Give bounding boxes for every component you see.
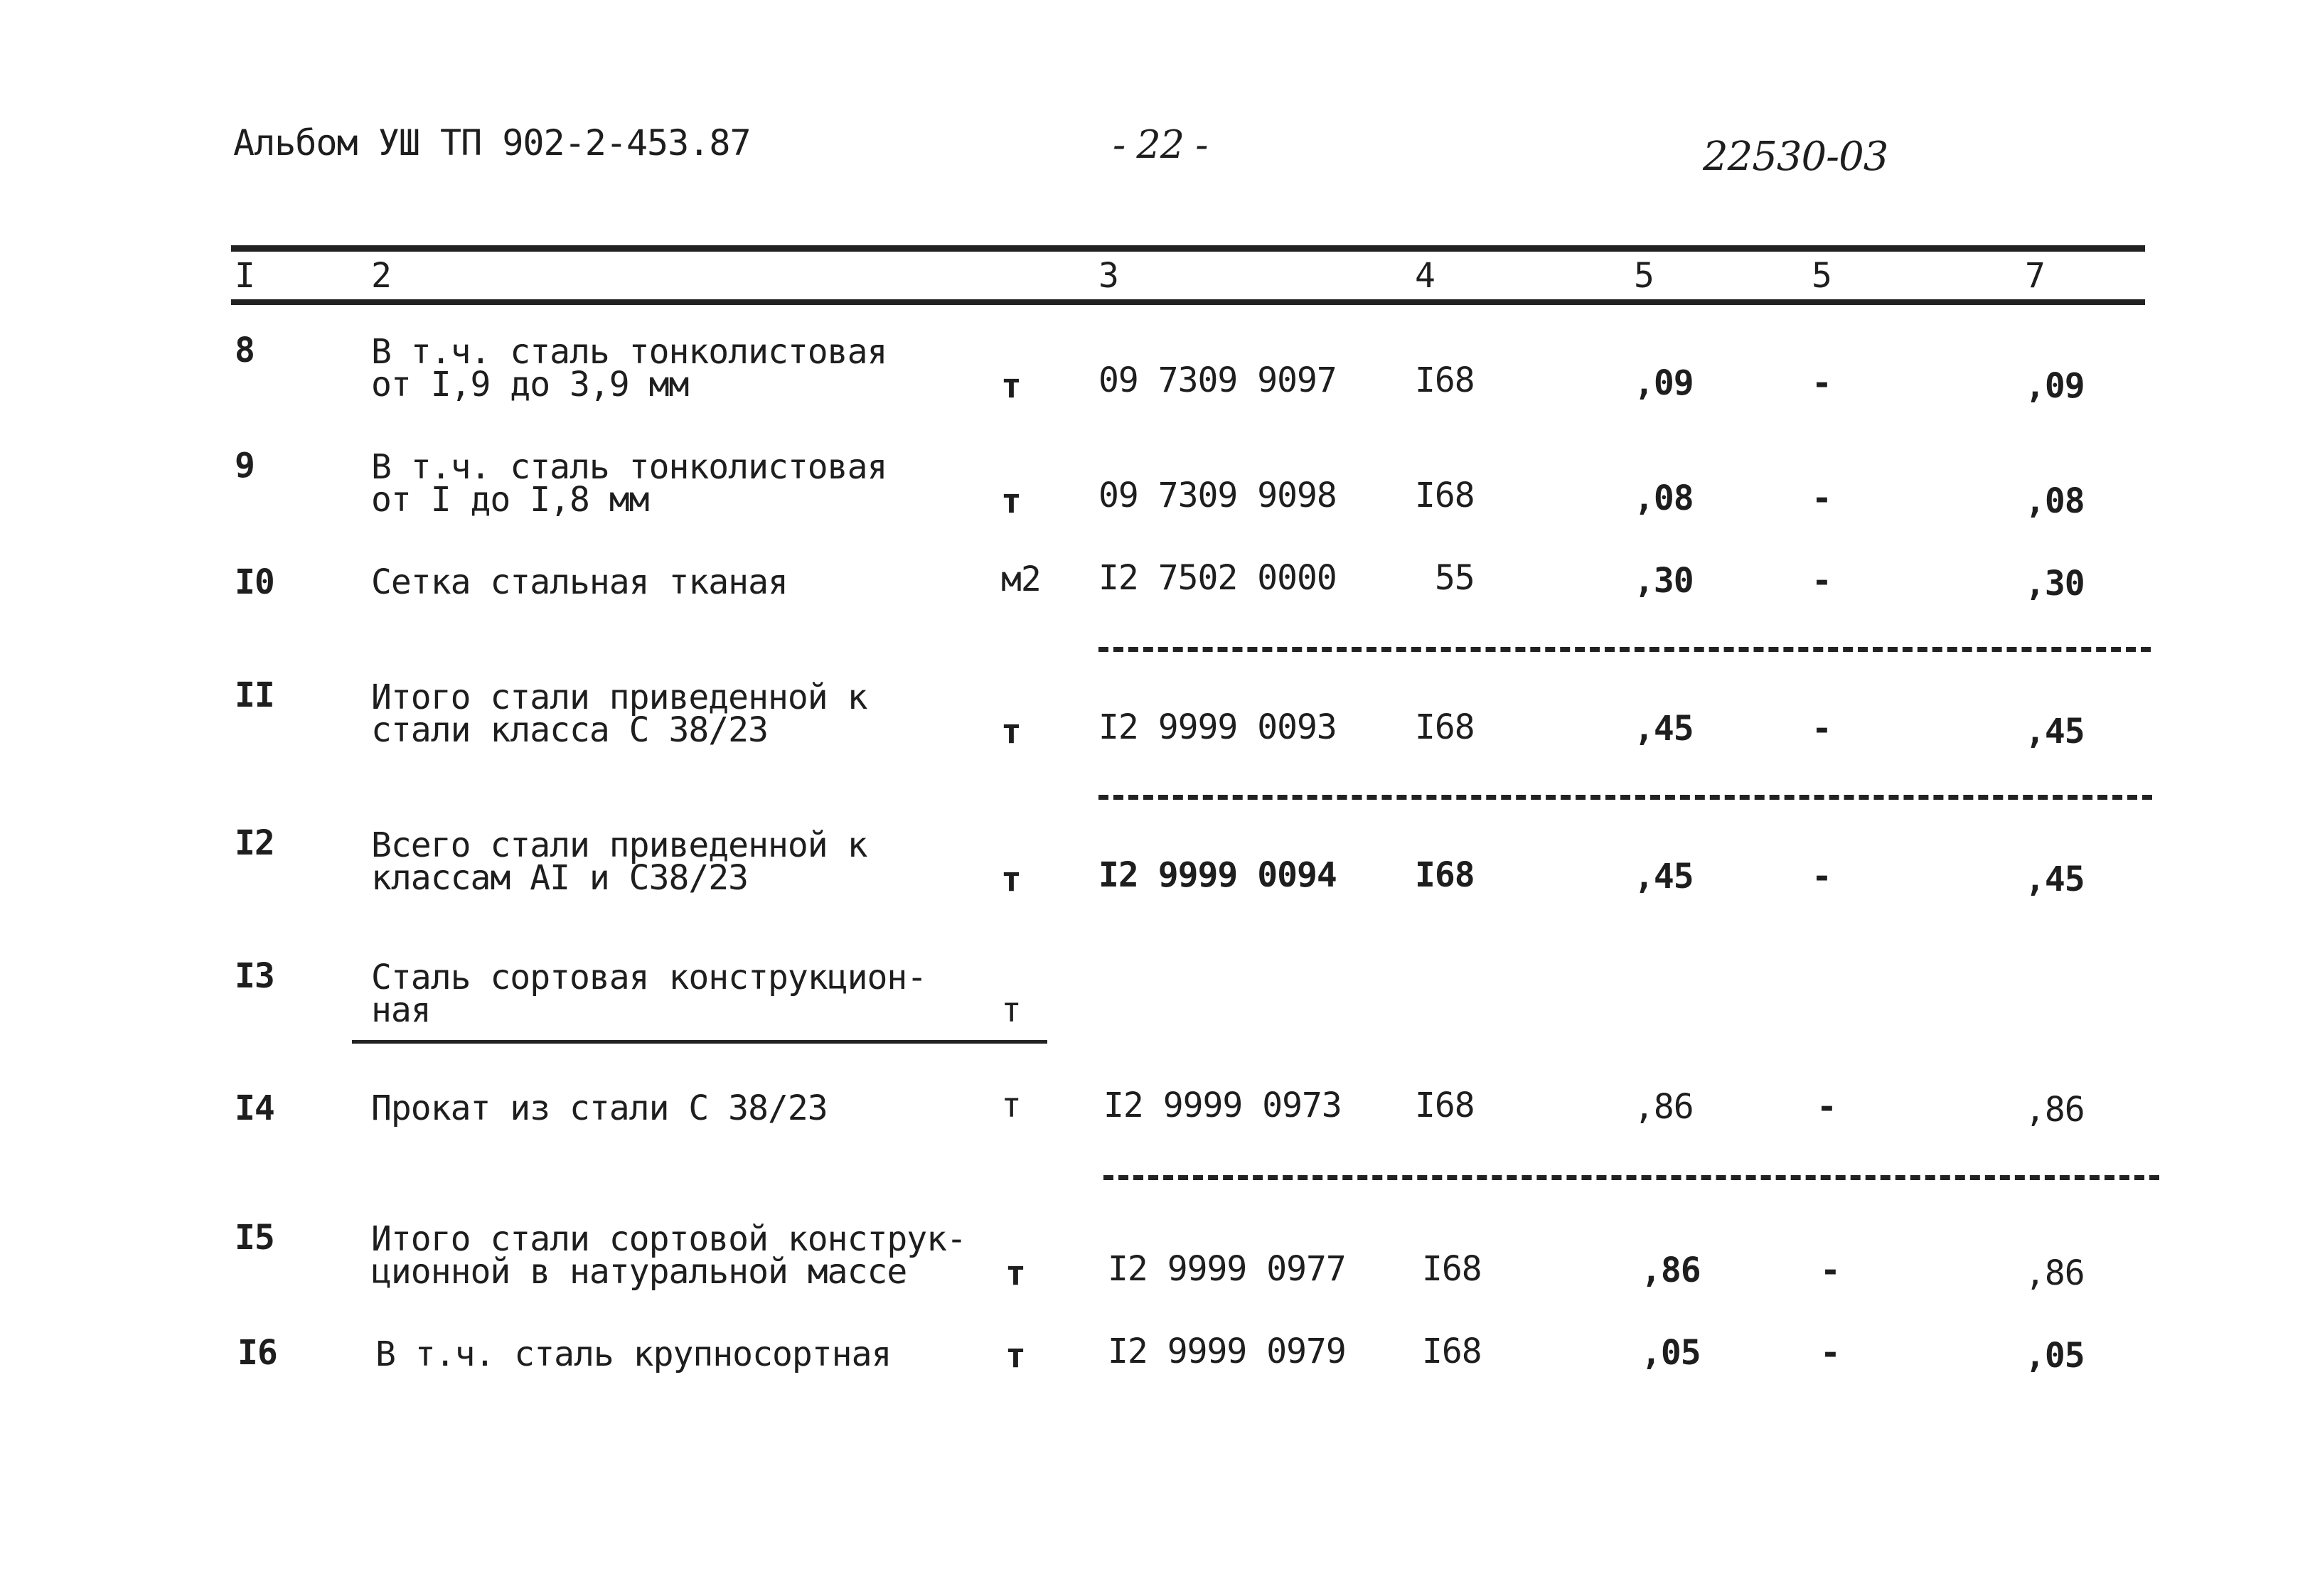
row-code: 09 7309 9098 — [1098, 476, 1337, 515]
page-number: - 22 - — [1113, 122, 1208, 167]
row-code: 09 7309 9097 — [1098, 360, 1337, 400]
row-col5: ,08 — [1634, 478, 1694, 518]
row-description-line: Сетка стальная тканая — [371, 562, 788, 602]
row-unit: т — [1001, 859, 1021, 899]
row-number: I3 — [235, 956, 274, 996]
subtotal-dashed-line — [1098, 647, 2151, 652]
row-col4: I68 — [1415, 1086, 1475, 1125]
row-unit: м2 — [1001, 559, 1041, 599]
column-number: 5 — [1812, 256, 1832, 296]
row-unit: т — [1005, 1253, 1025, 1293]
subtotal-dashed-line — [1098, 795, 2152, 800]
row-col4: I68 — [1415, 855, 1475, 895]
table-top-rule — [231, 245, 2145, 252]
row-col4: I68 — [1415, 360, 1475, 400]
section-underline — [352, 1040, 1047, 1044]
row-description-line: В т.ч. сталь тонколистовая — [371, 332, 887, 372]
row-col6: - — [1820, 1250, 1840, 1290]
row-col7: ,08 — [2025, 481, 2085, 521]
row-col7: ,45 — [2025, 712, 2085, 751]
row-number: I2 — [235, 823, 274, 863]
row-code: I2 9999 0093 — [1098, 707, 1337, 747]
row-description-line: Сталь сортовая конструкцион- — [371, 958, 927, 997]
row-col4: I68 — [1422, 1332, 1482, 1371]
row-unit: т — [1001, 990, 1021, 1030]
subtotal-dashed-line — [1103, 1175, 2159, 1180]
row-col6: - — [1812, 363, 1832, 403]
row-col6: - — [1812, 478, 1832, 518]
row-unit: т — [1001, 366, 1021, 406]
row-description-line: ционной в натуральной массе — [371, 1252, 907, 1292]
row-code: I2 9999 0977 — [1108, 1249, 1346, 1289]
row-unit: т — [1005, 1336, 1025, 1376]
column-number: 5 — [1634, 256, 1654, 296]
row-col4: I68 — [1422, 1249, 1482, 1289]
row-col4: I68 — [1415, 707, 1475, 747]
row-description-line: В т.ч. сталь тонколистовая — [371, 447, 887, 487]
row-number: 9 — [235, 446, 255, 486]
row-description-line: стали класса С 38/23 — [371, 710, 768, 750]
row-code: I2 9999 0979 — [1108, 1332, 1346, 1371]
row-number: 8 — [235, 331, 255, 370]
row-code: I2 9999 0973 — [1103, 1086, 1342, 1125]
row-col5: ,09 — [1634, 363, 1694, 403]
row-unit: т — [1001, 712, 1021, 751]
row-col5: ,86 — [1641, 1250, 1701, 1290]
row-description-line: от I,9 до 3,9 мм — [371, 365, 689, 405]
row-description-line: Прокат из стали С 38/23 — [371, 1088, 828, 1128]
row-col7: ,86 — [2025, 1090, 2085, 1130]
row-unit: т — [1001, 1086, 1021, 1125]
row-number: I6 — [237, 1333, 277, 1373]
row-col5: ,86 — [1634, 1087, 1694, 1127]
document-code: 22530-03 — [1703, 134, 1888, 180]
row-number: I4 — [235, 1088, 274, 1128]
row-description-line: Всего стали приведенной к — [371, 825, 867, 865]
row-col6: - — [1817, 1087, 1836, 1127]
row-description-line: Итого стали приведенной к — [371, 678, 867, 717]
row-col7: ,45 — [2025, 859, 2085, 899]
row-description-line: Итого стали сортовой конструк- — [371, 1219, 966, 1259]
row-number: II — [235, 675, 274, 715]
row-col7: ,86 — [2025, 1253, 2085, 1293]
table-header-rule — [231, 299, 2145, 305]
row-description-line: ная — [371, 990, 431, 1030]
row-col6: - — [1812, 709, 1832, 749]
row-description-line: классам АI и С38/23 — [371, 858, 749, 898]
row-col5: ,30 — [1634, 561, 1694, 601]
row-code: I2 9999 0094 — [1098, 855, 1337, 895]
row-col6: - — [1812, 561, 1832, 601]
row-description-line: от I до I,8 мм — [371, 480, 649, 520]
column-number: 7 — [2025, 256, 2046, 296]
row-col6: - — [1820, 1333, 1840, 1373]
row-unit: т — [1001, 481, 1021, 521]
column-number: 4 — [1415, 256, 1435, 296]
row-code: I2 7502 0000 — [1098, 558, 1337, 598]
row-number: I5 — [235, 1218, 274, 1258]
row-col7: ,30 — [2025, 564, 2085, 604]
row-col6: - — [1812, 857, 1832, 896]
column-number: 2 — [371, 256, 392, 296]
row-col5: ,45 — [1634, 857, 1694, 896]
column-number: 3 — [1098, 256, 1119, 296]
row-description-line: В т.ч. сталь крупносортная — [375, 1334, 892, 1374]
row-number: I0 — [235, 562, 274, 602]
row-col4: I68 — [1415, 476, 1475, 515]
column-number: I — [235, 256, 255, 296]
album-reference: Альбом УШ ТП 902-2-453.87 — [233, 122, 751, 164]
row-col4: 55 — [1435, 558, 1475, 598]
row-col7: ,09 — [2025, 366, 2085, 406]
row-col7: ,05 — [2025, 1336, 2085, 1376]
row-col5: ,45 — [1634, 709, 1694, 749]
row-col5: ,05 — [1641, 1333, 1701, 1373]
